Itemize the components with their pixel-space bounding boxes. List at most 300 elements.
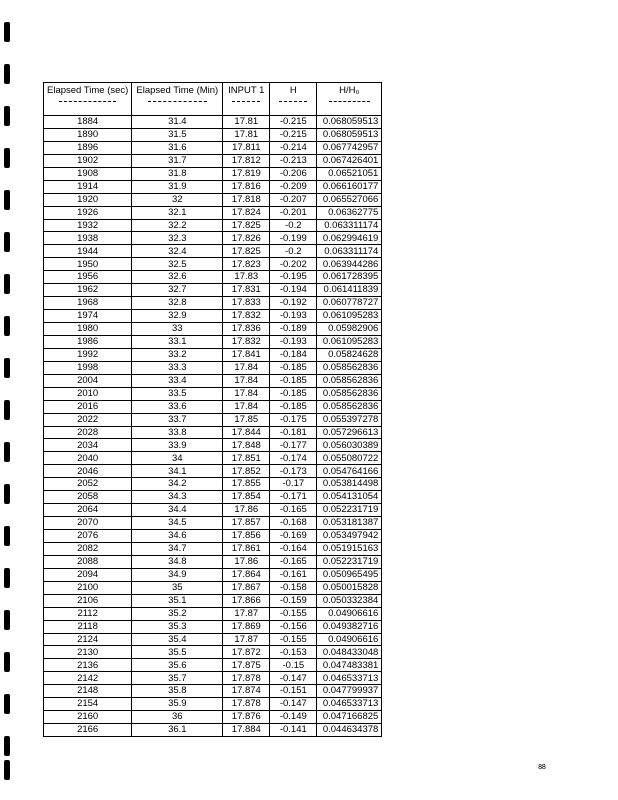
cell-input-1: 17.818	[223, 193, 270, 206]
cell-h: -0.175	[270, 413, 317, 426]
cell-elapsed-min: 35.6	[132, 659, 223, 672]
cell-h: -0.195	[270, 271, 317, 284]
cell-h-ratio: 0.04906616	[317, 607, 382, 620]
cell-elapsed-sec: 1884	[44, 116, 132, 129]
cell-elapsed-min: 32.4	[132, 245, 223, 258]
cell-elapsed-sec: 2034	[44, 439, 132, 452]
cell-h-ratio: 0.049382716	[317, 620, 382, 633]
cell-elapsed-sec: 1980	[44, 323, 132, 336]
cell-input-1: 17.87	[223, 607, 270, 620]
cell-h-ratio: 0.06362775	[317, 206, 382, 219]
table-row	[44, 167, 382, 180]
cell-elapsed-sec: 1890	[44, 128, 132, 141]
cell-elapsed-min: 34.4	[132, 504, 223, 517]
cell-h-ratio: 0.061095283	[317, 310, 382, 323]
cell-elapsed-sec: 2016	[44, 400, 132, 413]
cell-elapsed-sec: 2010	[44, 387, 132, 400]
table-row	[44, 724, 382, 737]
cell-elapsed-min: 35.2	[132, 607, 223, 620]
cell-h: -0.164	[270, 542, 317, 555]
cell-elapsed-min: 32.8	[132, 297, 223, 310]
cell-h-ratio: 0.057296613	[317, 426, 382, 439]
cell-elapsed-sec: 2022	[44, 413, 132, 426]
cell-h-ratio: 0.068059513	[317, 116, 382, 129]
cell-elapsed-min: 35.7	[132, 672, 223, 685]
cell-elapsed-sec: 1956	[44, 271, 132, 284]
cell-input-1: 17.878	[223, 672, 270, 685]
binder-hole	[4, 232, 10, 252]
table-row	[44, 193, 382, 206]
cell-input-1: 17.83	[223, 271, 270, 284]
table-row	[44, 478, 382, 491]
cell-elapsed-sec: 1962	[44, 284, 132, 297]
cell-input-1: 17.86	[223, 504, 270, 517]
table-row	[44, 413, 382, 426]
cell-h-ratio: 0.055397278	[317, 413, 382, 426]
cell-h: -0.169	[270, 530, 317, 543]
cell-elapsed-min: 34	[132, 452, 223, 465]
cell-elapsed-sec: 2118	[44, 620, 132, 633]
cell-input-1: 17.84	[223, 387, 270, 400]
cell-h-ratio: 0.051915163	[317, 542, 382, 555]
header-elapsed-sec: Elapsed Time (sec)	[44, 83, 132, 116]
table-body	[44, 116, 382, 737]
table-row	[44, 335, 382, 348]
cell-elapsed-min: 32.2	[132, 219, 223, 232]
cell-input-1: 17.867	[223, 581, 270, 594]
cell-h: -0.215	[270, 116, 317, 129]
cell-elapsed-sec: 1986	[44, 335, 132, 348]
cell-h-ratio: 0.063311174	[317, 245, 382, 258]
cell-h: -0.17	[270, 478, 317, 491]
table-row	[44, 245, 382, 258]
cell-input-1: 17.857	[223, 517, 270, 530]
cell-elapsed-min: 35.8	[132, 685, 223, 698]
table-row	[44, 659, 382, 672]
cell-input-1: 17.84	[223, 361, 270, 374]
cell-h-ratio: 0.047166825	[317, 711, 382, 724]
cell-elapsed-min: 31.6	[132, 141, 223, 154]
cell-input-1: 17.852	[223, 465, 270, 478]
cell-elapsed-min: 33	[132, 323, 223, 336]
page-mark: 88	[538, 763, 546, 771]
cell-h-ratio: 0.062994619	[317, 232, 382, 245]
cell-elapsed-sec: 1998	[44, 361, 132, 374]
cell-elapsed-min: 35.3	[132, 620, 223, 633]
table-row	[44, 646, 382, 659]
cell-h: -0.158	[270, 581, 317, 594]
cell-input-1: 17.84	[223, 374, 270, 387]
cell-elapsed-min: 31.9	[132, 180, 223, 193]
table-row	[44, 672, 382, 685]
table-row	[44, 400, 382, 413]
table-row	[44, 348, 382, 361]
cell-input-1: 17.875	[223, 659, 270, 672]
table-row	[44, 310, 382, 323]
cell-h-ratio: 0.052231719	[317, 504, 382, 517]
cell-h-ratio: 0.066160177	[317, 180, 382, 193]
cell-elapsed-sec: 2112	[44, 607, 132, 620]
cell-elapsed-sec: 2004	[44, 374, 132, 387]
cell-elapsed-min: 34.8	[132, 555, 223, 568]
cell-h-ratio: 0.044634378	[317, 724, 382, 737]
cell-elapsed-min: 35	[132, 581, 223, 594]
cell-elapsed-min: 35.1	[132, 594, 223, 607]
cell-elapsed-min: 32.5	[132, 258, 223, 271]
cell-elapsed-sec: 2130	[44, 646, 132, 659]
table-row	[44, 555, 382, 568]
table-row	[44, 568, 382, 581]
cell-h-ratio: 0.063944286	[317, 258, 382, 271]
cell-h: -0.161	[270, 568, 317, 581]
cell-elapsed-min: 34.2	[132, 478, 223, 491]
cell-input-1: 17.884	[223, 724, 270, 737]
cell-elapsed-min: 31.8	[132, 167, 223, 180]
cell-input-1: 17.874	[223, 685, 270, 698]
cell-input-1: 17.811	[223, 141, 270, 154]
cell-elapsed-sec: 2094	[44, 568, 132, 581]
table-row	[44, 517, 382, 530]
cell-input-1: 17.864	[223, 568, 270, 581]
cell-input-1: 17.81	[223, 128, 270, 141]
cell-input-1: 17.84	[223, 400, 270, 413]
cell-input-1: 17.823	[223, 258, 270, 271]
cell-h: -0.2	[270, 245, 317, 258]
cell-h-ratio: 0.050965495	[317, 568, 382, 581]
table-row	[44, 620, 382, 633]
cell-elapsed-min: 31.5	[132, 128, 223, 141]
cell-h-ratio: 0.067742957	[317, 141, 382, 154]
cell-elapsed-min: 33.8	[132, 426, 223, 439]
cell-input-1: 17.832	[223, 335, 270, 348]
cell-h-ratio: 0.056030389	[317, 439, 382, 452]
table-row	[44, 258, 382, 271]
cell-elapsed-sec: 2058	[44, 491, 132, 504]
cell-h-ratio: 0.05982906	[317, 323, 382, 336]
cell-input-1: 17.878	[223, 698, 270, 711]
cell-h-ratio: 0.067426401	[317, 154, 382, 167]
binder-hole	[4, 760, 10, 780]
cell-elapsed-sec: 2136	[44, 659, 132, 672]
cell-input-1: 17.831	[223, 284, 270, 297]
cell-h-ratio: 0.058562836	[317, 387, 382, 400]
cell-h: -0.185	[270, 361, 317, 374]
cell-input-1: 17.819	[223, 167, 270, 180]
cell-h: -0.165	[270, 504, 317, 517]
table-row	[44, 607, 382, 620]
cell-h: -0.189	[270, 323, 317, 336]
cell-elapsed-min: 36	[132, 711, 223, 724]
table-row	[44, 128, 382, 141]
cell-h: -0.159	[270, 594, 317, 607]
cell-elapsed-min: 32.3	[132, 232, 223, 245]
cell-elapsed-sec: 1908	[44, 167, 132, 180]
cell-h-ratio: 0.046533713	[317, 672, 382, 685]
header-input-1: INPUT 1	[223, 83, 270, 116]
binder-hole	[4, 652, 10, 672]
cell-h: -0.141	[270, 724, 317, 737]
cell-h-ratio: 0.061411839	[317, 284, 382, 297]
cell-elapsed-min: 35.4	[132, 633, 223, 646]
cell-h: -0.165	[270, 555, 317, 568]
table-row	[44, 452, 382, 465]
cell-elapsed-sec: 1974	[44, 310, 132, 323]
cell-elapsed-min: 31.7	[132, 154, 223, 167]
cell-input-1: 17.81	[223, 116, 270, 129]
binder-hole	[4, 358, 10, 378]
cell-h: -0.149	[270, 711, 317, 724]
cell-input-1: 17.861	[223, 542, 270, 555]
cell-h: -0.15	[270, 659, 317, 672]
cell-h-ratio: 0.061728395	[317, 271, 382, 284]
cell-h: -0.153	[270, 646, 317, 659]
cell-elapsed-sec: 1992	[44, 348, 132, 361]
cell-elapsed-sec: 1938	[44, 232, 132, 245]
cell-h: -0.194	[270, 284, 317, 297]
cell-h: -0.155	[270, 607, 317, 620]
cell-h: -0.206	[270, 167, 317, 180]
binder-hole	[4, 316, 10, 336]
cell-elapsed-sec: 2106	[44, 594, 132, 607]
cell-input-1: 17.826	[223, 232, 270, 245]
cell-input-1: 17.855	[223, 478, 270, 491]
cell-elapsed-sec: 2142	[44, 672, 132, 685]
cell-input-1: 17.833	[223, 297, 270, 310]
cell-elapsed-min: 33.9	[132, 439, 223, 452]
cell-elapsed-sec: 1968	[44, 297, 132, 310]
cell-h: -0.214	[270, 141, 317, 154]
cell-input-1: 17.841	[223, 348, 270, 361]
table-row	[44, 465, 382, 478]
cell-elapsed-sec: 2076	[44, 530, 132, 543]
table-row	[44, 323, 382, 336]
table-row	[44, 633, 382, 646]
binder-hole	[4, 64, 10, 84]
table-row	[44, 426, 382, 439]
cell-elapsed-min: 33.4	[132, 374, 223, 387]
cell-h: -0.173	[270, 465, 317, 478]
binder-hole	[4, 400, 10, 420]
cell-elapsed-sec: 2082	[44, 542, 132, 555]
cell-h-ratio: 0.063311174	[317, 219, 382, 232]
cell-elapsed-min: 33.5	[132, 387, 223, 400]
cell-elapsed-sec: 1926	[44, 206, 132, 219]
table-row	[44, 504, 382, 517]
cell-h: -0.209	[270, 180, 317, 193]
cell-h-ratio: 0.05824628	[317, 348, 382, 361]
table-row	[44, 232, 382, 245]
cell-elapsed-min: 34.9	[132, 568, 223, 581]
binder-hole	[4, 148, 10, 168]
cell-h: -0.171	[270, 491, 317, 504]
cell-elapsed-min: 32.1	[132, 206, 223, 219]
cell-elapsed-sec: 2154	[44, 698, 132, 711]
table-row	[44, 271, 382, 284]
cell-input-1: 17.86	[223, 555, 270, 568]
data-table	[43, 82, 382, 737]
cell-input-1: 17.844	[223, 426, 270, 439]
cell-h: -0.192	[270, 297, 317, 310]
cell-h-ratio: 0.060778727	[317, 297, 382, 310]
cell-elapsed-sec: 2040	[44, 452, 132, 465]
cell-h-ratio: 0.054764166	[317, 465, 382, 478]
cell-input-1: 17.876	[223, 711, 270, 724]
table-row	[44, 530, 382, 543]
cell-h: -0.156	[270, 620, 317, 633]
cell-elapsed-min: 33.6	[132, 400, 223, 413]
cell-h-ratio: 0.053497942	[317, 530, 382, 543]
table-row	[44, 698, 382, 711]
cell-h: -0.155	[270, 633, 317, 646]
cell-elapsed-sec: 2124	[44, 633, 132, 646]
cell-input-1: 17.872	[223, 646, 270, 659]
cell-h: -0.201	[270, 206, 317, 219]
binder-hole	[4, 442, 10, 462]
cell-h-ratio: 0.053181387	[317, 517, 382, 530]
table-row	[44, 594, 382, 607]
cell-h-ratio: 0.048433048	[317, 646, 382, 659]
cell-elapsed-min: 31.4	[132, 116, 223, 129]
cell-h: -0.168	[270, 517, 317, 530]
cell-elapsed-sec: 2052	[44, 478, 132, 491]
binder-hole	[4, 568, 10, 588]
cell-elapsed-min: 35.5	[132, 646, 223, 659]
cell-input-1: 17.825	[223, 245, 270, 258]
cell-h-ratio: 0.058562836	[317, 374, 382, 387]
cell-input-1: 17.812	[223, 154, 270, 167]
cell-h-ratio: 0.053814498	[317, 478, 382, 491]
cell-elapsed-sec: 2166	[44, 724, 132, 737]
cell-h-ratio: 0.065527066	[317, 193, 382, 206]
table-header	[44, 83, 382, 116]
binder-hole	[4, 610, 10, 630]
cell-h: -0.147	[270, 698, 317, 711]
cell-h-ratio: 0.047799937	[317, 685, 382, 698]
cell-elapsed-sec: 2046	[44, 465, 132, 478]
table-row	[44, 711, 382, 724]
cell-input-1: 17.836	[223, 323, 270, 336]
cell-input-1: 17.824	[223, 206, 270, 219]
table-row	[44, 180, 382, 193]
table-row	[44, 219, 382, 232]
binder-hole	[4, 106, 10, 126]
cell-h: -0.181	[270, 426, 317, 439]
cell-elapsed-min: 33.2	[132, 348, 223, 361]
cell-h: -0.207	[270, 193, 317, 206]
table-row	[44, 116, 382, 129]
binder-hole	[4, 274, 10, 294]
cell-elapsed-sec: 1932	[44, 219, 132, 232]
cell-elapsed-min: 32.6	[132, 271, 223, 284]
cell-h: -0.147	[270, 672, 317, 685]
cell-elapsed-sec: 2148	[44, 685, 132, 698]
table-row	[44, 284, 382, 297]
table-row	[44, 439, 382, 452]
binder-hole	[4, 22, 10, 42]
cell-h-ratio: 0.06521051	[317, 167, 382, 180]
header-elapsed-min: Elapsed Time (Min)	[132, 83, 223, 116]
cell-input-1: 17.87	[223, 633, 270, 646]
cell-elapsed-sec: 1920	[44, 193, 132, 206]
cell-h: -0.185	[270, 387, 317, 400]
cell-h: -0.177	[270, 439, 317, 452]
cell-h: -0.184	[270, 348, 317, 361]
table-row	[44, 297, 382, 310]
cell-h-ratio: 0.050015828	[317, 581, 382, 594]
cell-elapsed-sec: 2064	[44, 504, 132, 517]
binder-hole	[4, 526, 10, 546]
cell-input-1: 17.866	[223, 594, 270, 607]
cell-h: -0.199	[270, 232, 317, 245]
cell-h: -0.185	[270, 400, 317, 413]
table-row	[44, 141, 382, 154]
cell-h: -0.193	[270, 335, 317, 348]
table-row	[44, 361, 382, 374]
cell-elapsed-sec: 2088	[44, 555, 132, 568]
cell-elapsed-min: 32	[132, 193, 223, 206]
cell-h: -0.215	[270, 128, 317, 141]
cell-h: -0.213	[270, 154, 317, 167]
cell-elapsed-sec: 2100	[44, 581, 132, 594]
table-row	[44, 491, 382, 504]
cell-elapsed-sec: 1902	[44, 154, 132, 167]
cell-h-ratio: 0.050332384	[317, 594, 382, 607]
cell-elapsed-sec: 1944	[44, 245, 132, 258]
cell-h-ratio: 0.058562836	[317, 400, 382, 413]
cell-elapsed-min: 34.6	[132, 530, 223, 543]
cell-input-1: 17.856	[223, 530, 270, 543]
cell-input-1: 17.869	[223, 620, 270, 633]
table-row	[44, 685, 382, 698]
cell-elapsed-sec: 1950	[44, 258, 132, 271]
cell-elapsed-min: 32.7	[132, 284, 223, 297]
cell-input-1: 17.832	[223, 310, 270, 323]
cell-elapsed-sec: 1896	[44, 141, 132, 154]
cell-elapsed-min: 33.7	[132, 413, 223, 426]
binder-hole	[4, 694, 10, 714]
binder-hole	[4, 484, 10, 504]
cell-h: -0.202	[270, 258, 317, 271]
cell-input-1: 17.851	[223, 452, 270, 465]
cell-h-ratio: 0.047483381	[317, 659, 382, 672]
header-h-ratio: H/H₀	[317, 83, 382, 116]
cell-h-ratio: 0.061095283	[317, 335, 382, 348]
cell-h-ratio: 0.052231719	[317, 555, 382, 568]
cell-h-ratio: 0.055080722	[317, 452, 382, 465]
binder-hole	[4, 190, 10, 210]
cell-elapsed-sec: 2070	[44, 517, 132, 530]
cell-elapsed-sec: 2160	[44, 711, 132, 724]
cell-elapsed-min: 33.1	[132, 335, 223, 348]
cell-input-1: 17.854	[223, 491, 270, 504]
table-row	[44, 206, 382, 219]
cell-h-ratio: 0.046533713	[317, 698, 382, 711]
cell-input-1: 17.848	[223, 439, 270, 452]
cell-elapsed-min: 34.1	[132, 465, 223, 478]
cell-h-ratio: 0.068059513	[317, 128, 382, 141]
cell-elapsed-min: 32.9	[132, 310, 223, 323]
cell-elapsed-min: 33.3	[132, 361, 223, 374]
binder-hole	[4, 736, 10, 756]
table-row	[44, 387, 382, 400]
cell-h: -0.151	[270, 685, 317, 698]
header-row	[44, 83, 382, 116]
cell-elapsed-min: 36.1	[132, 724, 223, 737]
cell-h-ratio: 0.058562836	[317, 361, 382, 374]
cell-h: -0.2	[270, 219, 317, 232]
cell-elapsed-sec: 2028	[44, 426, 132, 439]
cell-h: -0.193	[270, 310, 317, 323]
